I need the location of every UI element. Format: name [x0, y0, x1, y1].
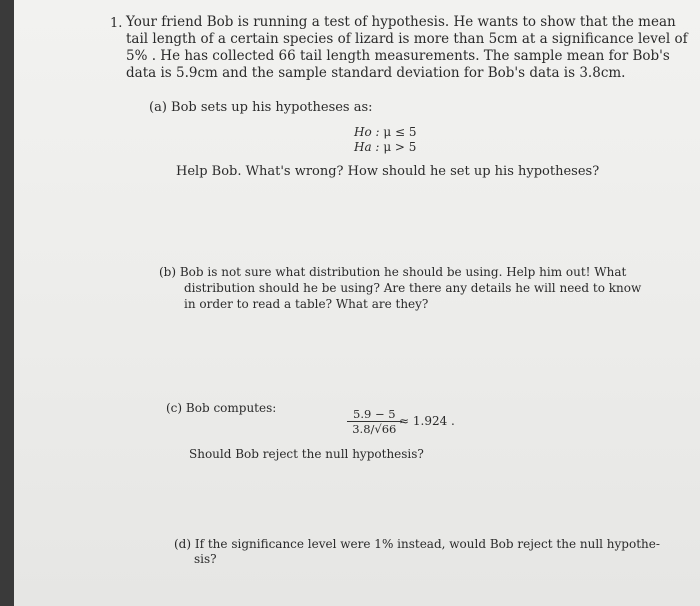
question-number: 1. [110, 16, 123, 31]
worksheet-page [14, 0, 700, 606]
part-a-question: Help Bob. What's wrong? How should he set up his hypotheses? [176, 164, 600, 179]
part-c-question: Should Bob reject the null hypothesis? [189, 447, 424, 461]
fraction-numerator: 5.9 − 5 [347, 407, 402, 422]
question-stem [126, 14, 688, 82]
part-b [159, 264, 641, 312]
null-hypothesis-label: Ho : [354, 125, 380, 139]
test-statistic-result: ≈ 1.924 . [399, 414, 455, 428]
part-b-line: distribution should he be using? Are there any details he will need to know [184, 281, 642, 295]
part-c-label: (c) Bob computes: [166, 401, 277, 415]
null-hypothesis-relation: μ ≤ 5 [383, 125, 417, 139]
hypotheses [354, 125, 417, 155]
alternative-hypothesis-relation: μ > 5 [383, 140, 417, 154]
part-d [174, 537, 660, 567]
null-hypothesis [354, 125, 417, 140]
question-line: tail length of a certain species of lizard is more than 5cm at a significance level of [126, 31, 688, 47]
question-line: 5% . He has collected 66 tail length measurements. The sample mean for Bob's [126, 48, 670, 64]
alternative-hypothesis [354, 140, 417, 155]
fraction-denominator: 3.8/√66 [352, 422, 397, 436]
question-line: Your friend Bob is running a test of hypothesis. He wants to show that the mean [126, 14, 676, 30]
question-line: data is 5.9cm and the sample standard deviation for Bob's data is 3.8cm. [126, 65, 626, 81]
part-b-line: (b) Bob is not sure what distribution he should be using. Help him out! What [159, 265, 627, 279]
part-a-label: (a) Bob sets up his hypotheses as: [149, 100, 373, 115]
part-d-line: sis? [194, 552, 217, 566]
part-b-line: in order to read a table? What are they? [184, 297, 429, 311]
test-statistic-fraction [347, 407, 402, 437]
part-d-line: (d) If the significance level were 1% instead, would Bob reject the null hypothe- [174, 537, 660, 551]
alternative-hypothesis-label: Ha : [354, 140, 380, 154]
